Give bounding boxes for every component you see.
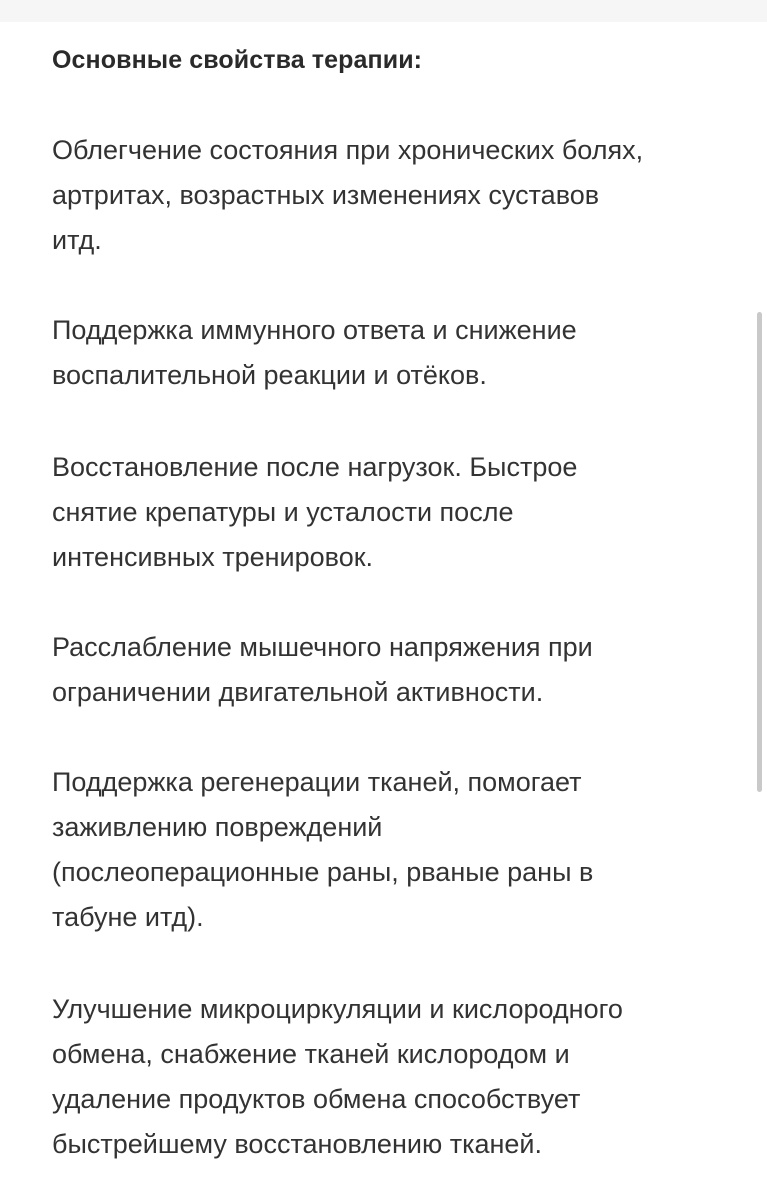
text-line: Улучшение микроциркуляции и кислородного — [52, 994, 623, 1024]
text-line: Расслабление мышечного напряжения при — [52, 632, 593, 662]
vertical-scrollbar[interactable] — [757, 312, 762, 792]
text-line: артритах, возрастных изменениях суставов — [52, 180, 600, 210]
paragraph-immune-support — [52, 308, 577, 398]
paragraph-muscle-relaxation — [52, 625, 593, 715]
text-line: снятие крепатуры и усталости после — [52, 497, 514, 527]
text-line: интенсивных тренировок. — [52, 542, 374, 572]
paragraph-microcirculation — [52, 987, 623, 1167]
text-line: (послеоперационные раны, рваные раны в — [52, 857, 594, 887]
section-heading: Основные свойства терапии: — [52, 46, 423, 74]
text-line: Поддержка иммунного ответа и снижение — [52, 315, 577, 345]
text-line: итд. — [52, 225, 102, 255]
text-line: Поддержка регенерации тканей, помогает — [52, 767, 582, 797]
text-line: воспалительной реакции и отёков. — [52, 360, 487, 390]
text-line: Облегчение состояния при хронических болях, — [52, 135, 644, 165]
top-edge-strip — [0, 0, 767, 22]
text-line: удаление продуктов обмена способствует — [52, 1084, 581, 1114]
paragraph-tissue-regeneration — [52, 760, 593, 940]
text-line: быстрейшему восстановлению тканей. — [52, 1129, 542, 1159]
text-line: заживлению повреждений — [52, 812, 383, 842]
text-line: обмена, снабжение тканей кислородом и — [52, 1039, 570, 1069]
text-line: табуне итд). — [52, 902, 204, 932]
paragraph-recovery — [52, 445, 577, 580]
paragraph-chronic-pain — [52, 128, 643, 263]
text-line: ограничении двигательной активности. — [52, 677, 544, 707]
text-line: Восстановление после нагрузок. Быстрое — [52, 452, 578, 482]
